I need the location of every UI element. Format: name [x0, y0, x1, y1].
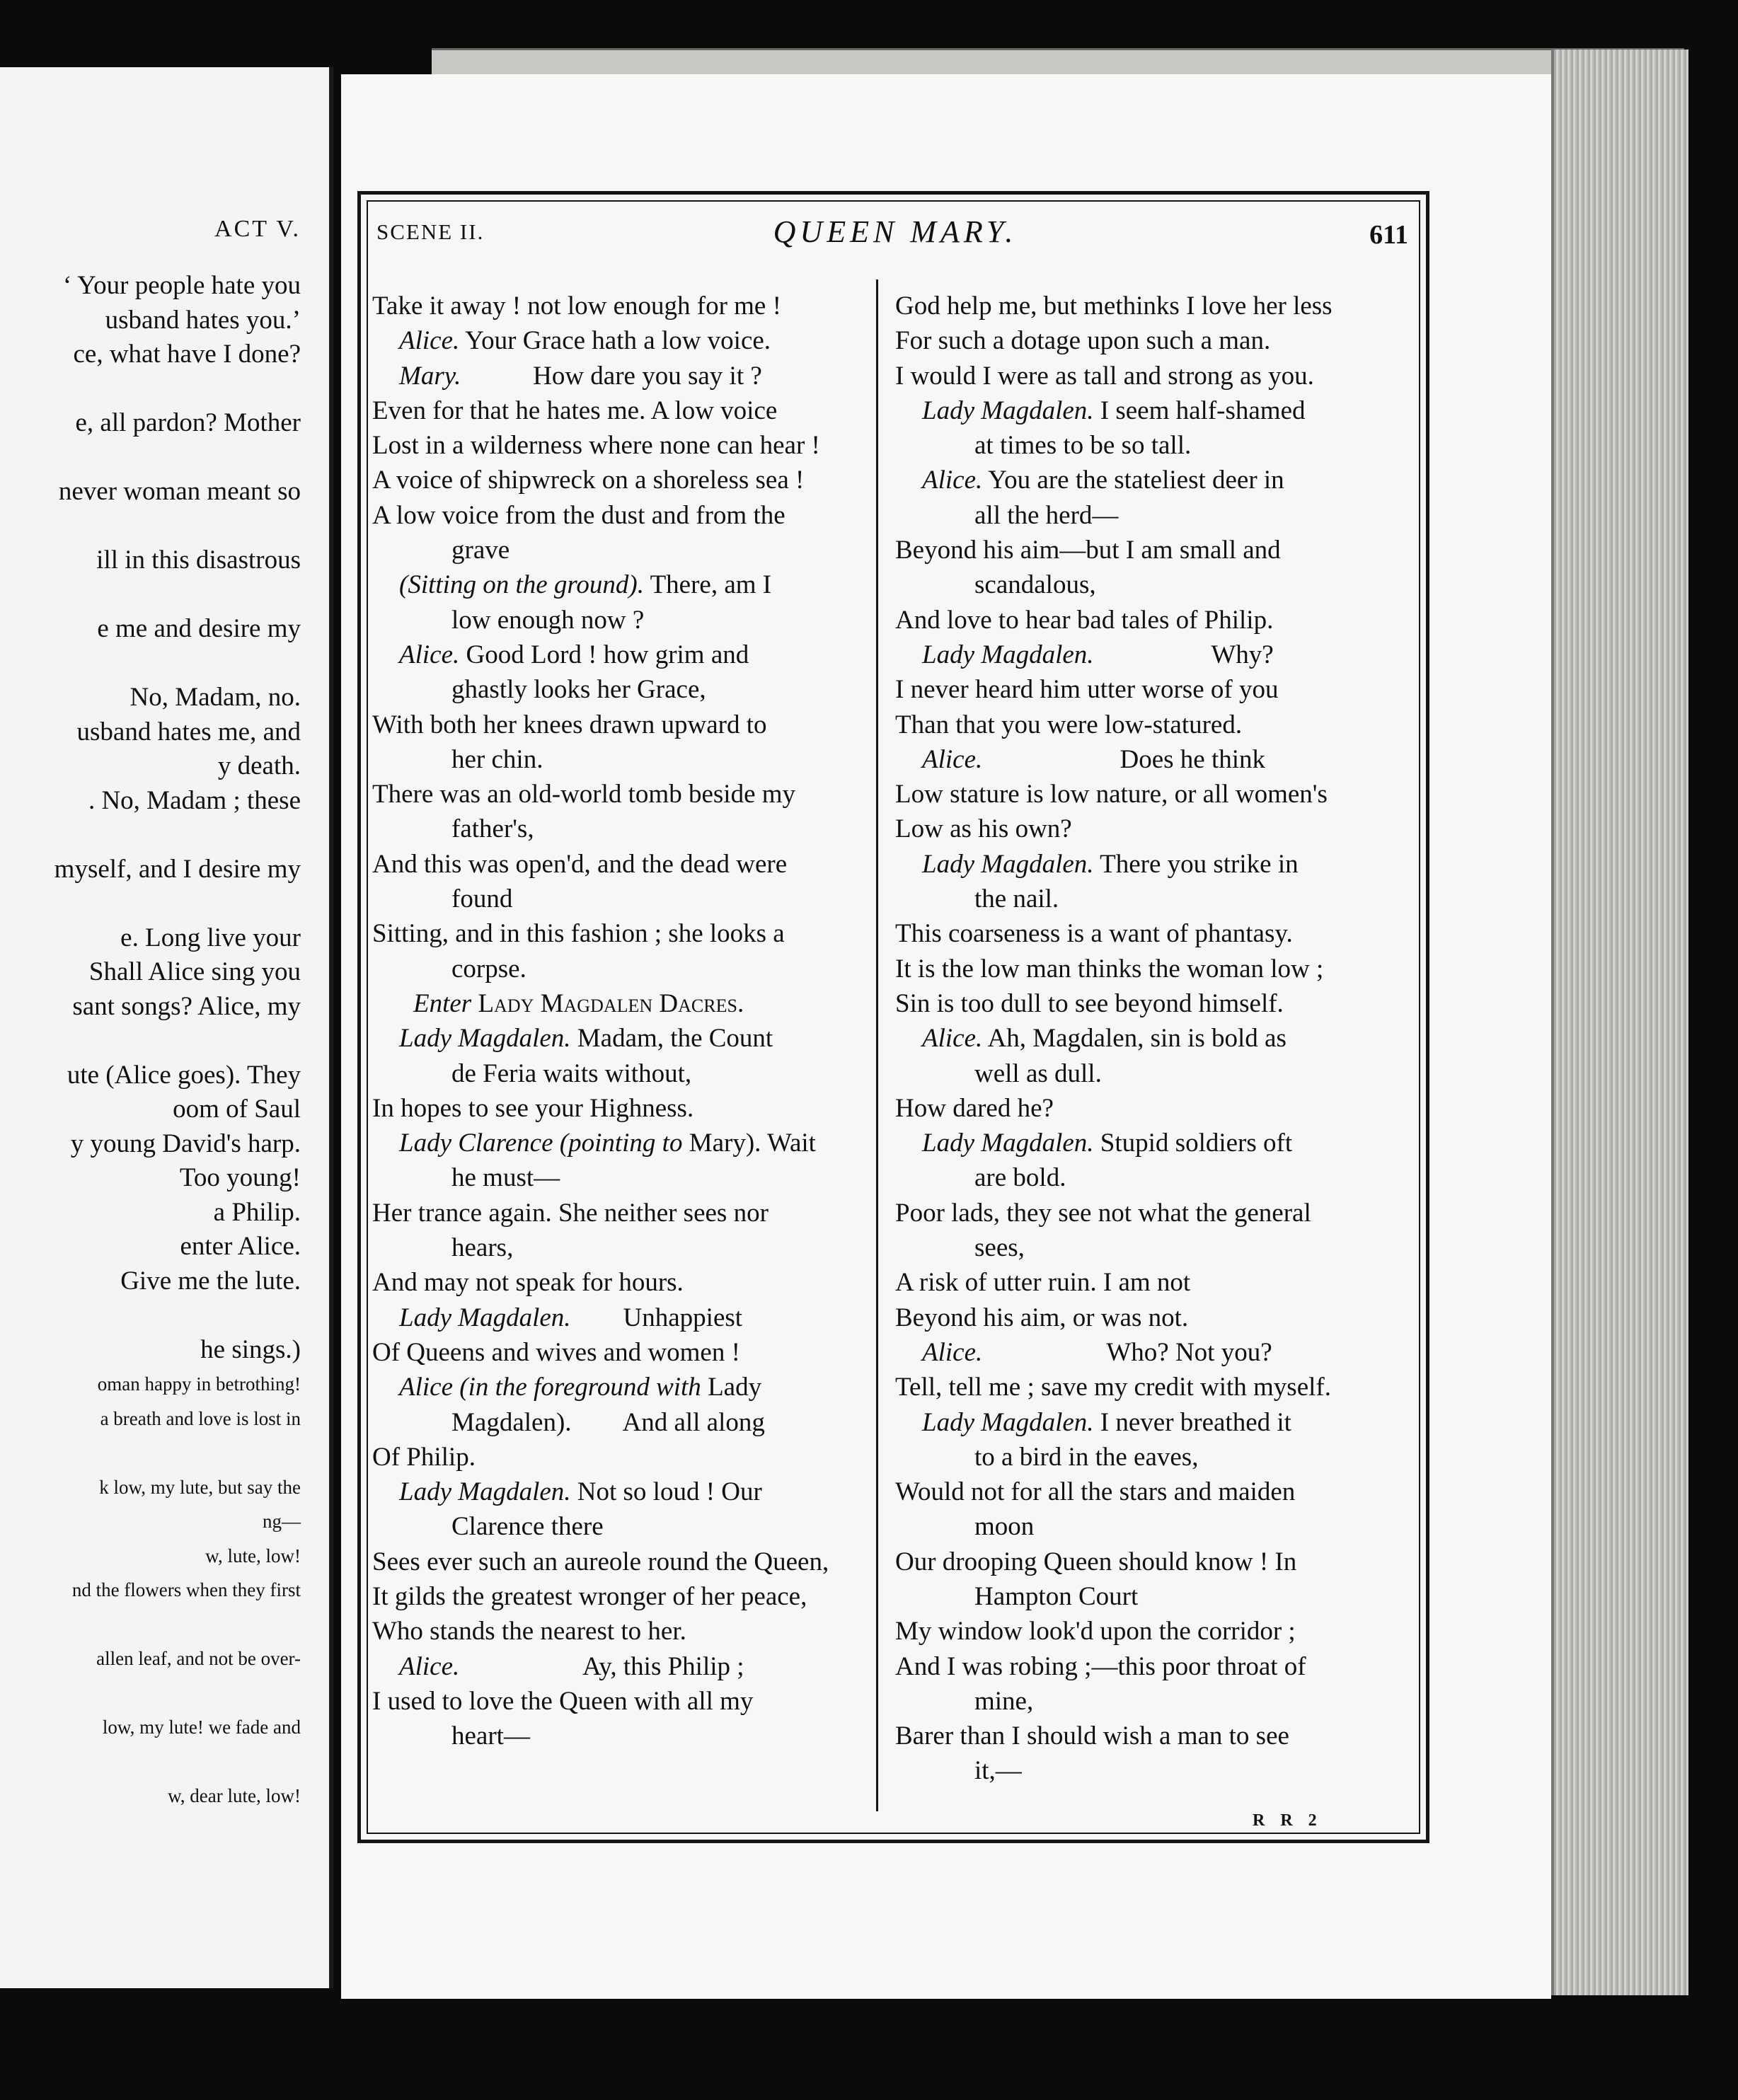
text-line	[895, 1719, 1419, 1753]
text-line	[895, 1230, 1419, 1265]
line-text: corpse.	[451, 954, 526, 983]
speaker-label: Alice.	[922, 466, 983, 495]
speaker-label: Lady Magdalen.	[922, 849, 1094, 879]
text-line	[372, 847, 878, 882]
line-text: I used to love the Queen with all my	[372, 1686, 754, 1716]
facing-text-line: ng—	[263, 1511, 301, 1532]
text-line	[895, 1649, 1419, 1684]
speaker-label: Alice.	[922, 1337, 983, 1367]
speaker-label: Lady Clarence (pointing to	[399, 1129, 683, 1158]
facing-text-line	[0, 887, 301, 921]
facing-text-line: y young David's harp.	[70, 1129, 301, 1158]
text-line	[372, 812, 878, 846]
line-text: Not so loud ! Our	[570, 1477, 762, 1507]
facing-text-line: Shall Alice sing you	[88, 957, 301, 986]
line-text: A risk of utter ruin. I am not	[895, 1268, 1191, 1298]
speaker-label: Mary.	[399, 361, 461, 391]
facing-text-line: usband hates me, and	[76, 717, 301, 746]
text-line	[372, 359, 878, 393]
facing-text-line: w, dear lute, low!	[168, 1785, 301, 1806]
text-line	[372, 1265, 878, 1300]
facing-text-line: k low, my lute, but say the	[99, 1476, 301, 1498]
line-text: Take it away ! not low enough for me !	[372, 292, 781, 321]
text-line	[372, 882, 878, 916]
text-line	[895, 1509, 1419, 1544]
line-text: There, am I	[644, 570, 772, 600]
line-text: With both her knees drawn upward to	[372, 710, 767, 739]
line-text: Magdalen). And all along	[451, 1407, 765, 1437]
text-line	[895, 812, 1419, 846]
line-text: Lady Magdalen Dacres.	[471, 988, 744, 1018]
text-line	[372, 952, 878, 986]
text-line	[895, 1335, 1419, 1370]
text-line	[895, 847, 1419, 882]
text-line	[372, 742, 878, 777]
text-line	[895, 1056, 1419, 1091]
line-text: the nail.	[974, 884, 1059, 914]
line-text: Why?	[1093, 640, 1274, 669]
line-text: well as dull.	[974, 1058, 1102, 1088]
line-text: Our drooping Queen should know ! In	[895, 1547, 1297, 1576]
text-line	[895, 1160, 1419, 1195]
facing-text-line: e me and desire my	[97, 614, 301, 643]
text-line	[895, 672, 1419, 707]
line-text: mine,	[974, 1686, 1034, 1716]
text-line	[372, 428, 878, 463]
facing-page-left	[0, 67, 333, 1988]
text-line	[372, 986, 878, 1021]
line-text: A low voice from the dust and from the	[372, 500, 785, 530]
line-text: Clarence there	[451, 1512, 604, 1542]
text-line	[895, 428, 1419, 463]
act-label: ACT V.	[214, 216, 301, 242]
speaker-label: Alice.	[399, 326, 460, 356]
text-line	[372, 1056, 878, 1091]
line-text: I never breathed it	[1093, 1407, 1291, 1437]
line-text: A voice of shipwreck on a shoreless sea !	[372, 466, 805, 495]
text-line	[895, 638, 1419, 672]
line-text: moon	[974, 1512, 1035, 1542]
facing-text-line: usband hates you.’	[105, 305, 301, 335]
line-text: found	[451, 884, 513, 914]
line-text: Lost in a wilderness where none can hear !	[372, 431, 820, 461]
text-line	[372, 1196, 878, 1230]
line-text: And I was robing ;—this poor throat of	[895, 1651, 1306, 1681]
text-line	[895, 1684, 1419, 1719]
text-line	[372, 1579, 878, 1614]
text-line	[895, 1475, 1419, 1509]
facing-text-line	[0, 372, 301, 407]
facing-text-line	[0, 578, 301, 613]
line-text: My window look'd upon the corridor ;	[895, 1617, 1296, 1646]
line-text: I would I were as tall and strong as you.	[895, 361, 1314, 391]
text-line	[372, 672, 878, 707]
text-line	[372, 603, 878, 638]
text-line	[895, 1579, 1419, 1614]
text-line	[895, 1196, 1419, 1230]
line-text: Barer than I should wish a man to see	[895, 1721, 1289, 1751]
speaker-label: Alice.	[399, 640, 460, 669]
facing-text-line	[0, 818, 301, 853]
line-text: God help me, but methinks I love her less	[895, 292, 1333, 321]
facing-text-line: e. Long live your	[120, 923, 301, 952]
text-line	[372, 1230, 878, 1265]
facing-text-line: w, lute, low!	[205, 1545, 301, 1567]
facing-text-line	[0, 441, 301, 475]
text-line	[372, 1021, 878, 1056]
page-number: 611	[1369, 220, 1408, 250]
facing-text-line: e, all pardon? Mother	[75, 408, 301, 437]
text-line	[895, 393, 1419, 428]
facing-text-line: nd the flowers when they first	[71, 1579, 301, 1600]
facing-text-line: ce, what have I done?	[73, 340, 301, 369]
text-line	[372, 1719, 878, 1753]
facing-text-line: No, Madam, no.	[130, 683, 301, 712]
line-text: How dared he?	[895, 1093, 1054, 1123]
line-text: Your Grace hath a low voice.	[459, 326, 771, 356]
text-line	[895, 1405, 1419, 1440]
facing-text-line: enter Alice.	[180, 1232, 301, 1261]
line-text: father's,	[451, 814, 534, 844]
line-text: Of Queens and wives and women !	[372, 1337, 740, 1367]
text-line	[895, 533, 1419, 567]
text-line	[372, 1300, 878, 1335]
line-text: Her trance again. She neither sees nor	[372, 1198, 769, 1228]
text-line	[372, 1545, 878, 1579]
line-text: Hampton Court	[974, 1581, 1139, 1611]
line-text: And love to hear bad tales of Philip.	[895, 605, 1274, 635]
facing-text-line: ill in this disastrous	[96, 546, 301, 575]
text-line	[372, 1091, 878, 1126]
text-line	[895, 1370, 1419, 1404]
speaker-label: Lady Magdalen.	[399, 1303, 571, 1332]
text-line	[895, 567, 1419, 602]
line-text: This coarseness is a want of phantasy.	[895, 919, 1293, 949]
line-text: Low stature is low nature, or all women's	[895, 780, 1328, 809]
facing-text-line	[0, 1608, 301, 1642]
line-text: For such a dotage upon such a man.	[895, 326, 1271, 356]
line-text: all the herd—	[974, 500, 1119, 530]
text-line	[372, 916, 878, 951]
speaker-label: Lady Magdalen.	[922, 1407, 1094, 1437]
text-line	[895, 1753, 1419, 1788]
line-text: Who stands the nearest to her.	[372, 1617, 686, 1646]
text-line	[372, 1684, 878, 1719]
line-text: Lady	[701, 1373, 762, 1402]
text-line	[895, 777, 1419, 812]
line-text: grave	[451, 536, 510, 565]
line-text: In hopes to see your Highness.	[372, 1093, 694, 1123]
line-text: And may not speak for hours.	[372, 1268, 684, 1298]
text-line	[372, 1370, 878, 1404]
facing-text-line: . No, Madam ; these	[88, 785, 301, 815]
text-line	[895, 463, 1419, 497]
line-text: to a bird in the eaves,	[974, 1442, 1199, 1472]
text-line	[895, 323, 1419, 358]
line-text: Tell, tell me ; save my credit with myself.	[895, 1373, 1331, 1402]
facing-text-line	[0, 1745, 301, 1779]
speaker-label: Lady Magdalen.	[922, 396, 1094, 425]
speaker-label: Alice.	[922, 1024, 983, 1054]
text-line	[895, 916, 1419, 951]
text-line	[895, 1614, 1419, 1649]
text-line	[895, 1300, 1419, 1335]
text-line	[372, 289, 878, 323]
speaker-label: Alice.	[922, 744, 983, 774]
speaker-label: Lady Magdalen.	[399, 1477, 571, 1507]
text-line	[372, 1126, 878, 1160]
facing-text-line: a Philip.	[213, 1197, 301, 1227]
speaker-label: (Sitting on the ground).	[399, 570, 644, 600]
line-text: Would not for all the stars and maiden	[895, 1477, 1296, 1507]
text-line	[372, 638, 878, 672]
text-line	[895, 1091, 1419, 1126]
line-text: It gilds the greatest wronger of her peace,	[372, 1581, 807, 1611]
text-line	[895, 1126, 1419, 1160]
line-text: he must—	[451, 1163, 560, 1193]
text-line	[372, 463, 878, 497]
text-column-right	[895, 289, 1419, 1789]
line-text: There was an old-world tomb beside my	[372, 780, 796, 809]
line-text: her chin.	[451, 744, 543, 774]
text-line	[372, 1614, 878, 1649]
text-line	[372, 1509, 878, 1544]
facing-text-line	[0, 1436, 301, 1470]
facing-text-line: allen leaf, and not be over-	[96, 1648, 301, 1669]
text-line	[895, 1265, 1419, 1300]
text-line	[895, 952, 1419, 986]
speaker-label: Lady Magdalen.	[922, 640, 1094, 669]
line-text: Than that you were low-statured.	[895, 710, 1243, 739]
speaker-label: Lady Magdalen.	[399, 1024, 571, 1054]
line-text: ghastly looks her Grace,	[451, 675, 706, 705]
facing-text-line	[0, 1024, 301, 1058]
line-text: scandalous,	[974, 570, 1096, 600]
text-line	[895, 603, 1419, 638]
facing-text-line: low, my lute! we fade and	[102, 1717, 301, 1738]
text-line	[895, 1021, 1419, 1056]
line-text: Ay, this Philip ;	[459, 1651, 744, 1681]
line-text: How dare you say it ?	[461, 361, 762, 391]
facing-text-line	[0, 1676, 301, 1711]
text-line	[372, 1475, 878, 1509]
speaker-label: Lady Magdalen.	[922, 1129, 1094, 1158]
facing-page-text	[0, 269, 301, 1813]
line-text: Of Philip.	[372, 1442, 476, 1472]
line-text: heart—	[451, 1721, 530, 1751]
line-text: Sees ever such an aureole round the Queen,	[372, 1547, 829, 1576]
facing-text-line: ute (Alice goes). They	[67, 1060, 301, 1090]
running-title: QUEEN MARY.	[773, 214, 1018, 249]
line-text: And this was open'd, and the dead were	[372, 849, 788, 879]
text-line	[372, 1405, 878, 1440]
line-text: Low as his own?	[895, 814, 1072, 844]
signature-mark: R R 2	[1253, 1811, 1323, 1830]
facing-text-line: ‘ Your people hate you	[62, 271, 301, 300]
line-text: are bold.	[974, 1163, 1066, 1193]
line-text: Beyond his aim—but I am small and	[895, 536, 1281, 565]
speaker-label: Enter	[413, 988, 472, 1018]
line-text: Madam, the Count	[570, 1024, 773, 1054]
text-line	[895, 742, 1419, 777]
line-text: Beyond his aim, or was not.	[895, 1303, 1189, 1332]
line-text: Even for that he hates me. A low voice	[372, 396, 778, 425]
facing-text-line: he sings.)	[200, 1334, 301, 1364]
text-line	[372, 323, 878, 358]
line-text: it,—	[974, 1756, 1022, 1786]
line-text: Who? Not you?	[982, 1337, 1272, 1367]
line-text: Sin is too dull to see beyond himself.	[895, 988, 1284, 1018]
text-line	[895, 986, 1419, 1021]
facing-text-line: sant songs? Alice, my	[72, 991, 301, 1021]
line-text: It is the low man thinks the woman low ;	[895, 954, 1324, 983]
facing-text-line: myself, and I desire my	[54, 854, 301, 884]
line-text: Ah, Magdalen, sin is bold as	[982, 1024, 1287, 1054]
text-line	[895, 882, 1419, 916]
facing-text-line: Too young!	[179, 1163, 301, 1192]
running-header	[368, 212, 1422, 262]
text-line	[372, 393, 878, 428]
facing-text-line	[0, 647, 301, 681]
facing-text-line: never woman meant so	[58, 477, 301, 506]
line-text: There you strike in	[1093, 849, 1299, 879]
text-line	[372, 1649, 878, 1684]
text-line	[895, 1545, 1419, 1579]
text-line	[895, 498, 1419, 533]
book-page-edges	[1551, 50, 1688, 1995]
line-text: You are the stateliest deer in	[982, 466, 1284, 495]
line-text: Sitting, and in this fashion ; she looks a	[372, 919, 785, 949]
facing-text-line: Give me the lute.	[120, 1266, 301, 1296]
text-line	[372, 1160, 878, 1195]
text-line	[895, 1440, 1419, 1475]
facing-text-line	[0, 1298, 301, 1333]
facing-text-line	[0, 509, 301, 544]
line-text: hears,	[451, 1233, 514, 1263]
text-line	[895, 708, 1419, 742]
line-text: I seem half-shamed	[1093, 396, 1306, 425]
text-line	[895, 289, 1419, 323]
text-line	[895, 359, 1419, 393]
line-text: at times to be so tall.	[974, 431, 1192, 461]
line-text: Mary). Wait	[682, 1129, 816, 1158]
line-text: Stupid soldiers oft	[1093, 1129, 1293, 1158]
text-line	[372, 498, 878, 533]
facing-text-line: oom of Saul	[173, 1095, 301, 1124]
scene-label: SCENE II.	[376, 219, 485, 244]
line-text: I never heard him utter worse of you	[895, 675, 1279, 705]
speaker-label: Alice (in the foreground with	[399, 1373, 701, 1402]
text-line	[372, 1440, 878, 1475]
line-text: de Feria waits without,	[451, 1058, 692, 1088]
line-text: Good Lord ! how grim and	[459, 640, 749, 669]
facing-text-line: y death.	[217, 751, 301, 780]
text-line	[372, 1335, 878, 1370]
line-text: low enough now ?	[451, 605, 645, 635]
text-line	[372, 567, 878, 602]
text-line	[372, 533, 878, 567]
text-line	[372, 708, 878, 742]
text-line	[372, 777, 878, 812]
facing-text-line: a breath and love is lost in	[100, 1407, 301, 1429]
line-text: sees,	[974, 1233, 1025, 1263]
text-column-left	[372, 289, 878, 1753]
line-text: Does he think	[982, 744, 1266, 774]
line-text: Unhappiest	[570, 1303, 743, 1332]
speaker-label: Alice.	[399, 1651, 460, 1681]
line-text: Poor lads, they see not what the general	[895, 1198, 1311, 1228]
facing-text-line: oman happy in betrothing!	[97, 1373, 301, 1395]
